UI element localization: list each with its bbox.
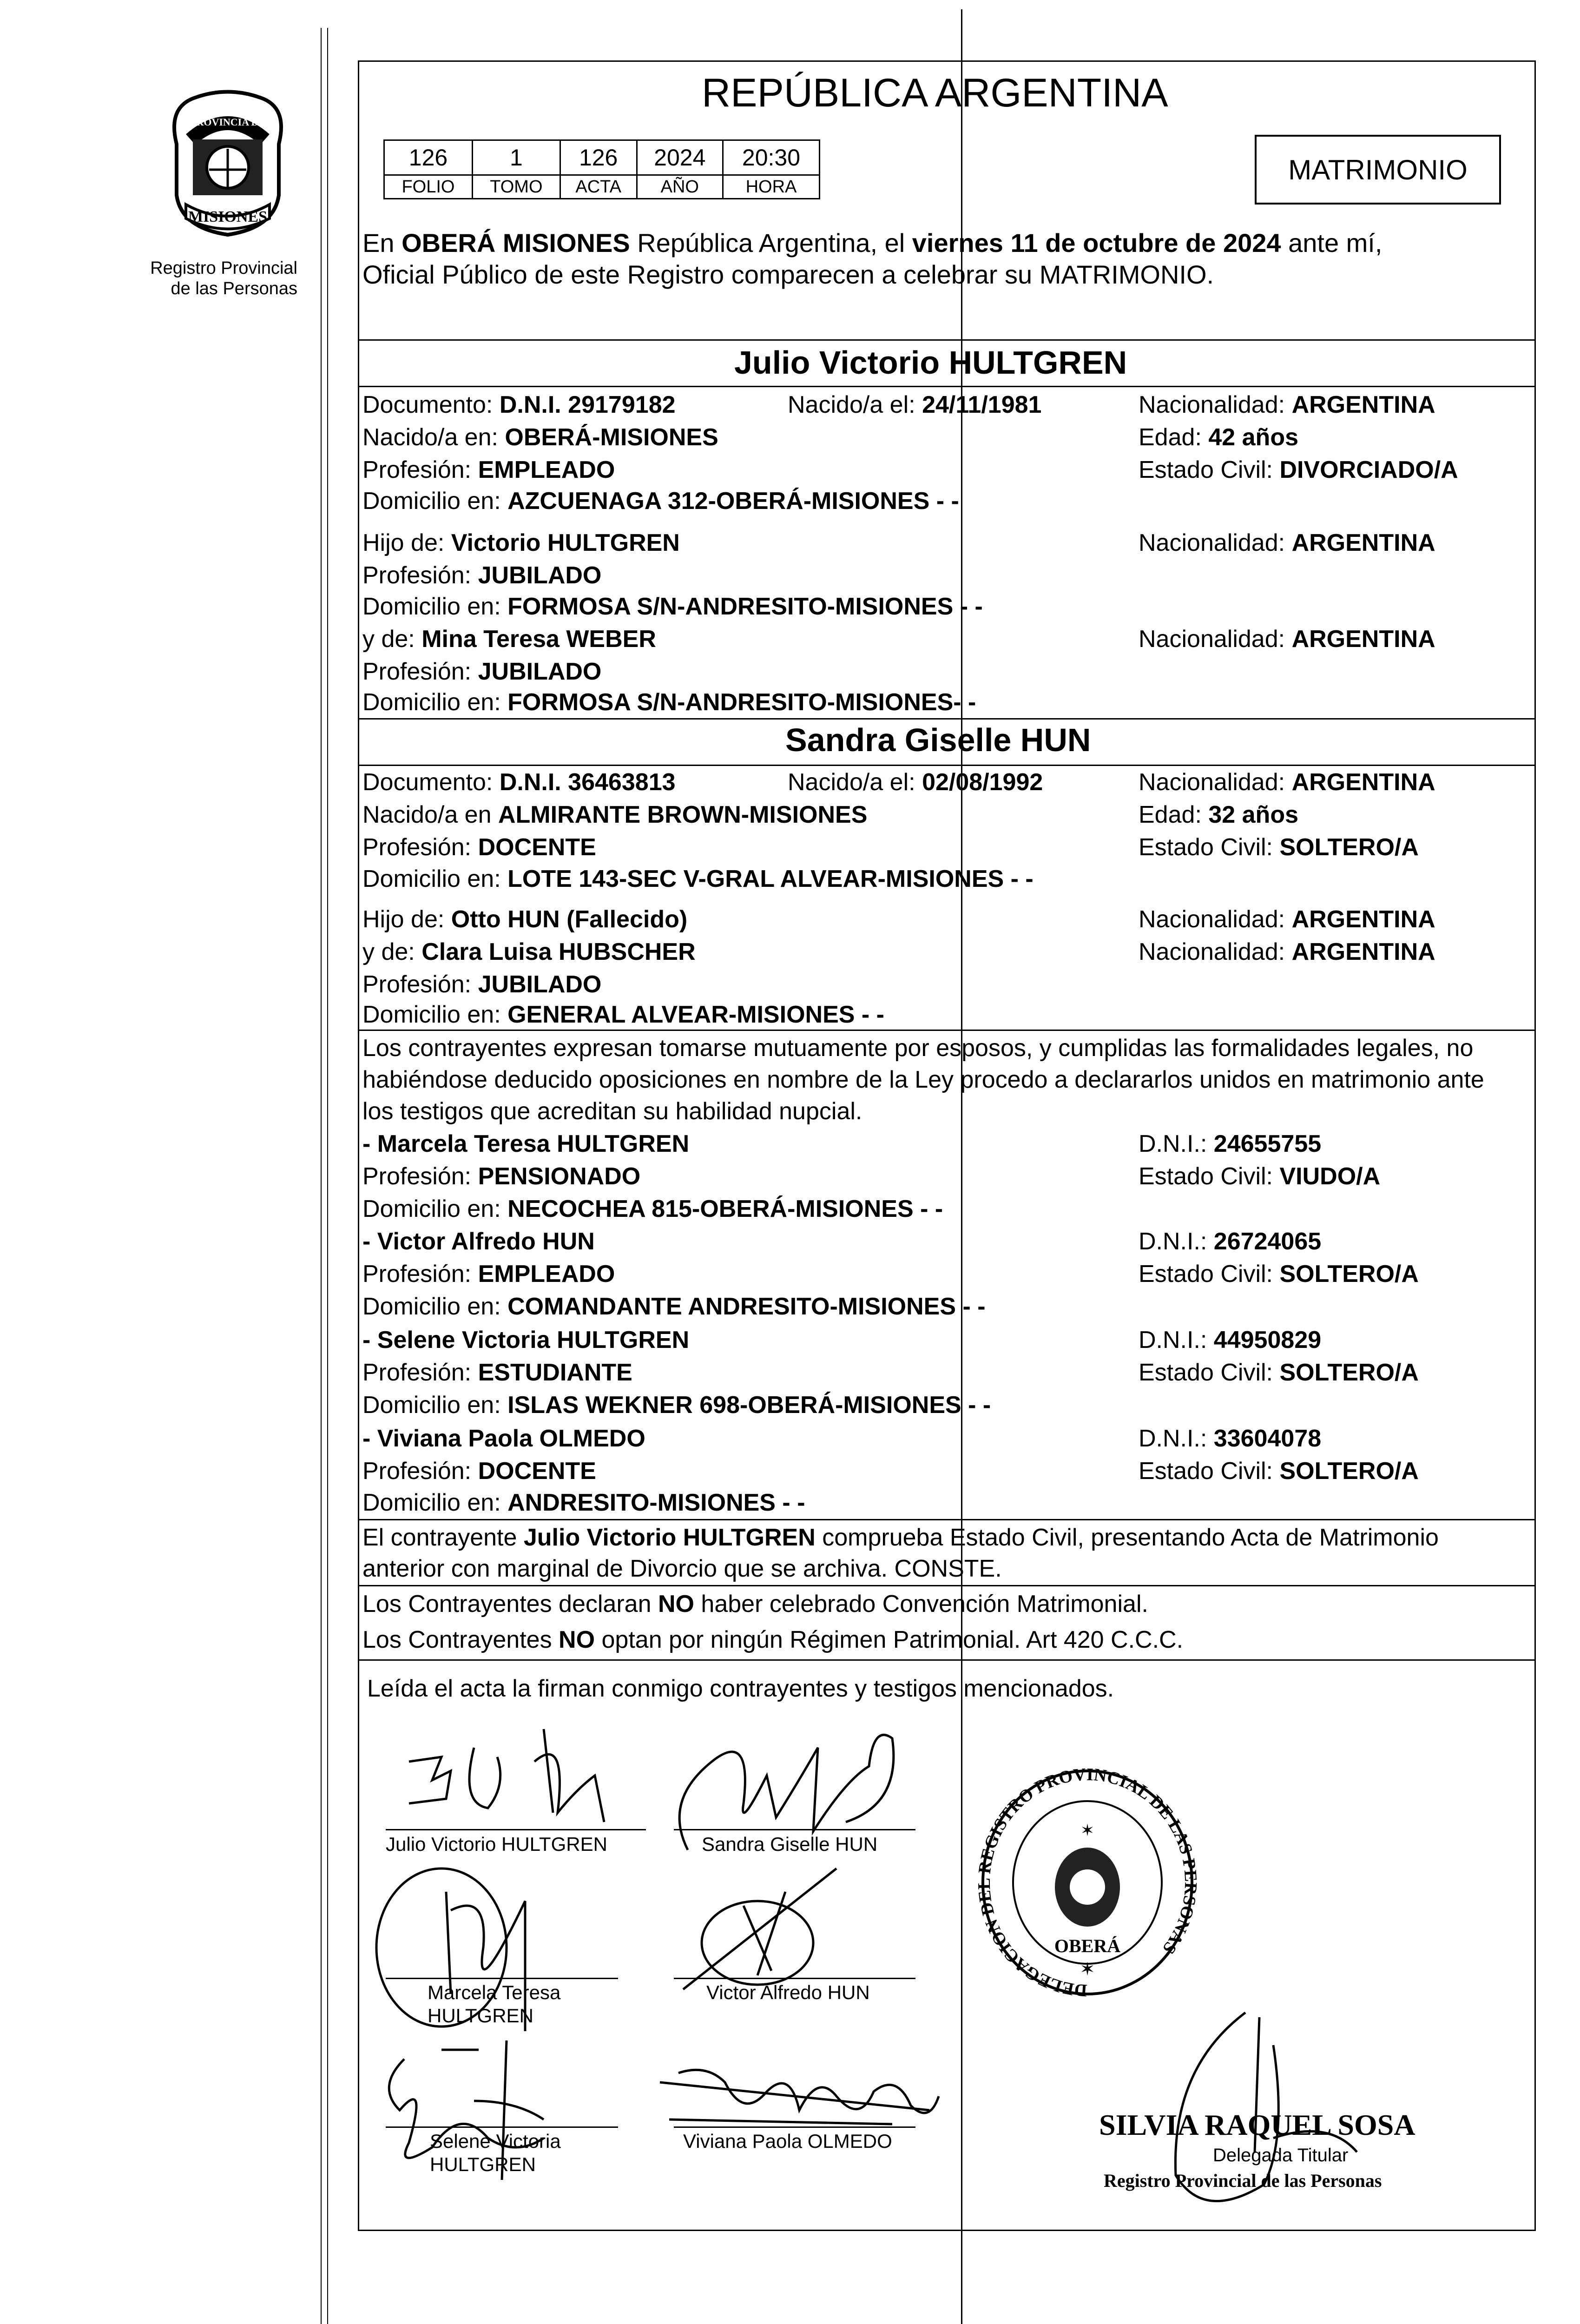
- bride-addr: Domicilio en: LOTE 143-SEC V-GRAL ALVEAR-MISIONES - -: [362, 865, 1034, 892]
- witness1-sign-line: [386, 1978, 618, 1979]
- record-type: MATRIMONIO: [1288, 154, 1468, 185]
- bride-age: Edad: 32 años: [1139, 801, 1298, 828]
- groom-father: Hijo de: Victorio HULTGREN: [362, 529, 680, 556]
- margin-rule-left: [321, 28, 322, 2324]
- groom-name: Julio Victorio HULTGREN: [734, 344, 1127, 381]
- groom-sign-line: [386, 1829, 646, 1830]
- bride-job: Profesión: DOCENTE: [362, 834, 596, 861]
- witness-1-job: Profesión: PENSIONADO: [362, 1163, 641, 1190]
- bride-name: Sandra Giselle HUN: [785, 722, 1091, 758]
- declaration-line-1: Los contrayentes expresan tomarse mutuamente por esposos, y cumplidas las formalidades legales, no: [362, 1035, 1474, 1062]
- witness-4-job: Profesión: DOCENTE: [362, 1458, 596, 1485]
- groom-nat: Nacionalidad: ARGENTINA: [1139, 391, 1435, 418]
- svg-text:✶: ✶: [1080, 1959, 1095, 1980]
- svg-text:OBERÁ: OBERÁ: [1054, 1935, 1121, 1956]
- groom-mother-addr: Domicilio en: FORMOSA S/N-ANDRESITO-MISIONES- -: [362, 689, 976, 716]
- bride-mother: y de: Clara Luisa HUBSCHER: [362, 938, 696, 965]
- witness-2-name: - Victor Alfredo HUN: [362, 1228, 595, 1255]
- witness-3-name: - Selene Victoria HULTGREN: [362, 1327, 690, 1353]
- bride-mother-addr: Domicilio en: GENERAL ALVEAR-MISIONES - -: [362, 1001, 884, 1028]
- bride-sign-name: Sandra Giselle HUN: [702, 1833, 878, 1855]
- witness-4-name: - Viviana Paola OLMEDO: [362, 1425, 645, 1452]
- groom-father-nat: Nacionalidad: ARGENTINA: [1139, 529, 1435, 556]
- svg-text:PROVINCIA DE: PROVINCIA DE: [190, 116, 265, 128]
- official-office: Registro Provincial de las Personas: [1104, 2170, 1382, 2191]
- page-title: REPÚBLICA ARGENTINA: [702, 71, 1168, 115]
- witness-1-addr: Domicilio en: NECOCHEA 815-OBERÁ-MISIONES - -: [362, 1195, 943, 1222]
- bride-mother-job: Profesión: JUBILADO: [362, 971, 602, 998]
- bride-birthplace: Nacido/a en ALMIRANTE BROWN-MISIONES: [362, 801, 868, 828]
- folio-table: [383, 139, 820, 199]
- witness-1-dni: D.N.I.: 24655755: [1139, 1130, 1322, 1157]
- witness3-sign-line: [386, 2126, 618, 2128]
- note-line-1: El contrayente Julio Victorio HULTGREN comprueba Estado Civil, presentando Acta de Matrimonio: [362, 1524, 1439, 1551]
- witness-3-dni: D.N.I.: 44950829: [1139, 1327, 1322, 1353]
- divider-bride-top: [358, 718, 1536, 720]
- groom-mother-nat: Nacionalidad: ARGENTINA: [1139, 626, 1435, 653]
- hora-value: 20:30: [723, 140, 819, 175]
- witness-3-civil: Estado Civil: SOLTERO/A: [1139, 1359, 1419, 1386]
- divider-groom-name: [358, 386, 1536, 387]
- bride-nat: Nacionalidad: ARGENTINA: [1139, 769, 1435, 796]
- record-type-box: [1255, 135, 1501, 205]
- svg-text:MISIONES: MISIONES: [188, 208, 268, 225]
- witness4-sign-line: [674, 2126, 915, 2128]
- witness-2-addr: Domicilio en: COMANDANTE ANDRESITO-MISIONES - -: [362, 1293, 986, 1320]
- tomo-label: TOMO: [472, 175, 560, 199]
- witness4-sign-name: Viviana Paola OLMEDO: [683, 2130, 892, 2152]
- declaration-line-3: los testigos que acreditan su habilidad nupcial.: [362, 1098, 862, 1125]
- divider-groom-top: [358, 339, 1536, 341]
- witness2-sign-name: Victor Alfredo HUN: [706, 1981, 870, 2003]
- witness-3-addr: Domicilio en: ISLAS WEKNER 698-OBERÁ-MISIONES - -: [362, 1392, 991, 1419]
- registry-caption: Registro Provincial de las Personas: [150, 258, 297, 298]
- convention-line-2: Los Contrayentes NO optan por ningún Régimen Patrimonial. Art 420 C.C.C.: [362, 1626, 1184, 1653]
- witness-4-addr: Domicilio en: ANDRESITO-MISIONES - -: [362, 1489, 805, 1516]
- witness-4-dni: D.N.I.: 33604078: [1139, 1425, 1322, 1452]
- witness2-sign-line: [674, 1978, 915, 1979]
- svg-text:✶: ✶: [1080, 1821, 1095, 1840]
- groom-father-job: Profesión: JUBILADO: [362, 562, 602, 589]
- bride-father-nat: Nacionalidad: ARGENTINA: [1139, 906, 1435, 933]
- divider-convention: [358, 1585, 1536, 1586]
- intro-line-1: En OBERÁ MISIONES República Argentina, el viernes 11 de octubre de 2024 ante mí,: [362, 228, 1382, 257]
- acta-value: 126: [560, 140, 637, 175]
- divider-closing: [358, 1659, 1536, 1661]
- witness-4-civil: Estado Civil: SOLTERO/A: [1139, 1458, 1419, 1485]
- groom-born: Nacido/a el: 24/11/1981: [788, 391, 1042, 418]
- groom-age: Edad: 42 años: [1139, 424, 1298, 451]
- witness3-sign-name: Selene Victoria HULTGREN: [430, 2130, 561, 2175]
- witness-1-civil: Estado Civil: VIUDO/A: [1139, 1163, 1381, 1190]
- groom-mother: y de: Mina Teresa WEBER: [362, 626, 656, 653]
- anio-value: 2024: [637, 140, 723, 175]
- divider-note: [358, 1519, 1536, 1520]
- groom-civil: Estado Civil: DIVORCIADO/A: [1139, 456, 1458, 483]
- witness-2-job: Profesión: EMPLEADO: [362, 1261, 615, 1287]
- witness-2-civil: Estado Civil: SOLTERO/A: [1139, 1261, 1419, 1287]
- folio-value: 126: [384, 140, 473, 175]
- official-name: SILVIA RAQUEL SOSA: [1099, 2108, 1415, 2141]
- declaration-line-2: habiéndose deducido oposiciones en nombre de la Ley procedo a declararlos unidos en matrimonio ante: [362, 1066, 1484, 1093]
- svg-text:DELEGACION DEL REGISTRO PROVIN: DELEGACION DEL REGISTRO PROVINCIAL DE LAS PERSONAS: [976, 1766, 1199, 2000]
- groom-father-addr: Domicilio en: FORMOSA S/N-ANDRESITO-MISIONES - -: [362, 593, 983, 620]
- anio-label: AÑO: [637, 175, 723, 199]
- groom-sign-name: Julio Victorio HULTGREN: [386, 1833, 607, 1855]
- bride-sign-line: [674, 1829, 915, 1830]
- registry-logo: [158, 88, 297, 242]
- groom-birthplace: Nacido/a en: OBERÁ-MISIONES: [362, 424, 718, 451]
- witness1-sign-name: Marcela Teresa HULTGREN: [428, 1981, 561, 2027]
- bride-father: Hijo de: Otto HUN (Fallecido): [362, 906, 688, 933]
- bride-mother-nat: Nacionalidad: ARGENTINA: [1139, 938, 1435, 965]
- bride-born: Nacido/a el: 02/08/1992: [788, 769, 1043, 796]
- official-role: Delegada Titular: [1213, 2145, 1349, 2166]
- groom-addr: Domicilio en: AZCUENAGA 312-OBERÁ-MISIONES - -: [362, 488, 959, 515]
- closing-text: Leída el acta la firman conmigo contrayentes y testigos mencionados.: [367, 1675, 1114, 1702]
- convention-line-1: Los Contrayentes declaran NO haber celebrado Convención Matrimonial.: [362, 1591, 1148, 1618]
- bride-civil: Estado Civil: SOLTERO/A: [1139, 834, 1419, 861]
- folio-label: FOLIO: [384, 175, 473, 199]
- witness-3-job: Profesión: ESTUDIANTE: [362, 1359, 632, 1386]
- acta-label: ACTA: [560, 175, 637, 199]
- margin-rule-left-2: [327, 28, 328, 2324]
- divider-declaration: [358, 1030, 1536, 1031]
- groom-job: Profesión: EMPLEADO: [362, 456, 615, 483]
- note-line-2: anterior con marginal de Divorcio que se archiva. CONSTE.: [362, 1555, 1002, 1582]
- hora-label: HORA: [723, 175, 819, 199]
- divider-bride-name: [358, 765, 1536, 766]
- official-seal: [976, 1766, 1199, 2008]
- bride-doc: Documento: D.N.I. 36463813: [362, 769, 676, 796]
- groom-doc: Documento: D.N.I. 29179182: [362, 391, 676, 418]
- witness-1-name: - Marcela Teresa HULTGREN: [362, 1130, 690, 1157]
- intro-line-2: Oficial Público de este Registro comparecen a celebrar su MATRIMONIO.: [362, 260, 1214, 289]
- groom-signature: [400, 1720, 641, 1841]
- groom-mother-job: Profesión: JUBILADO: [362, 658, 602, 685]
- witness-2-dni: D.N.I.: 26724065: [1139, 1228, 1322, 1255]
- tomo-value: 1: [472, 140, 560, 175]
